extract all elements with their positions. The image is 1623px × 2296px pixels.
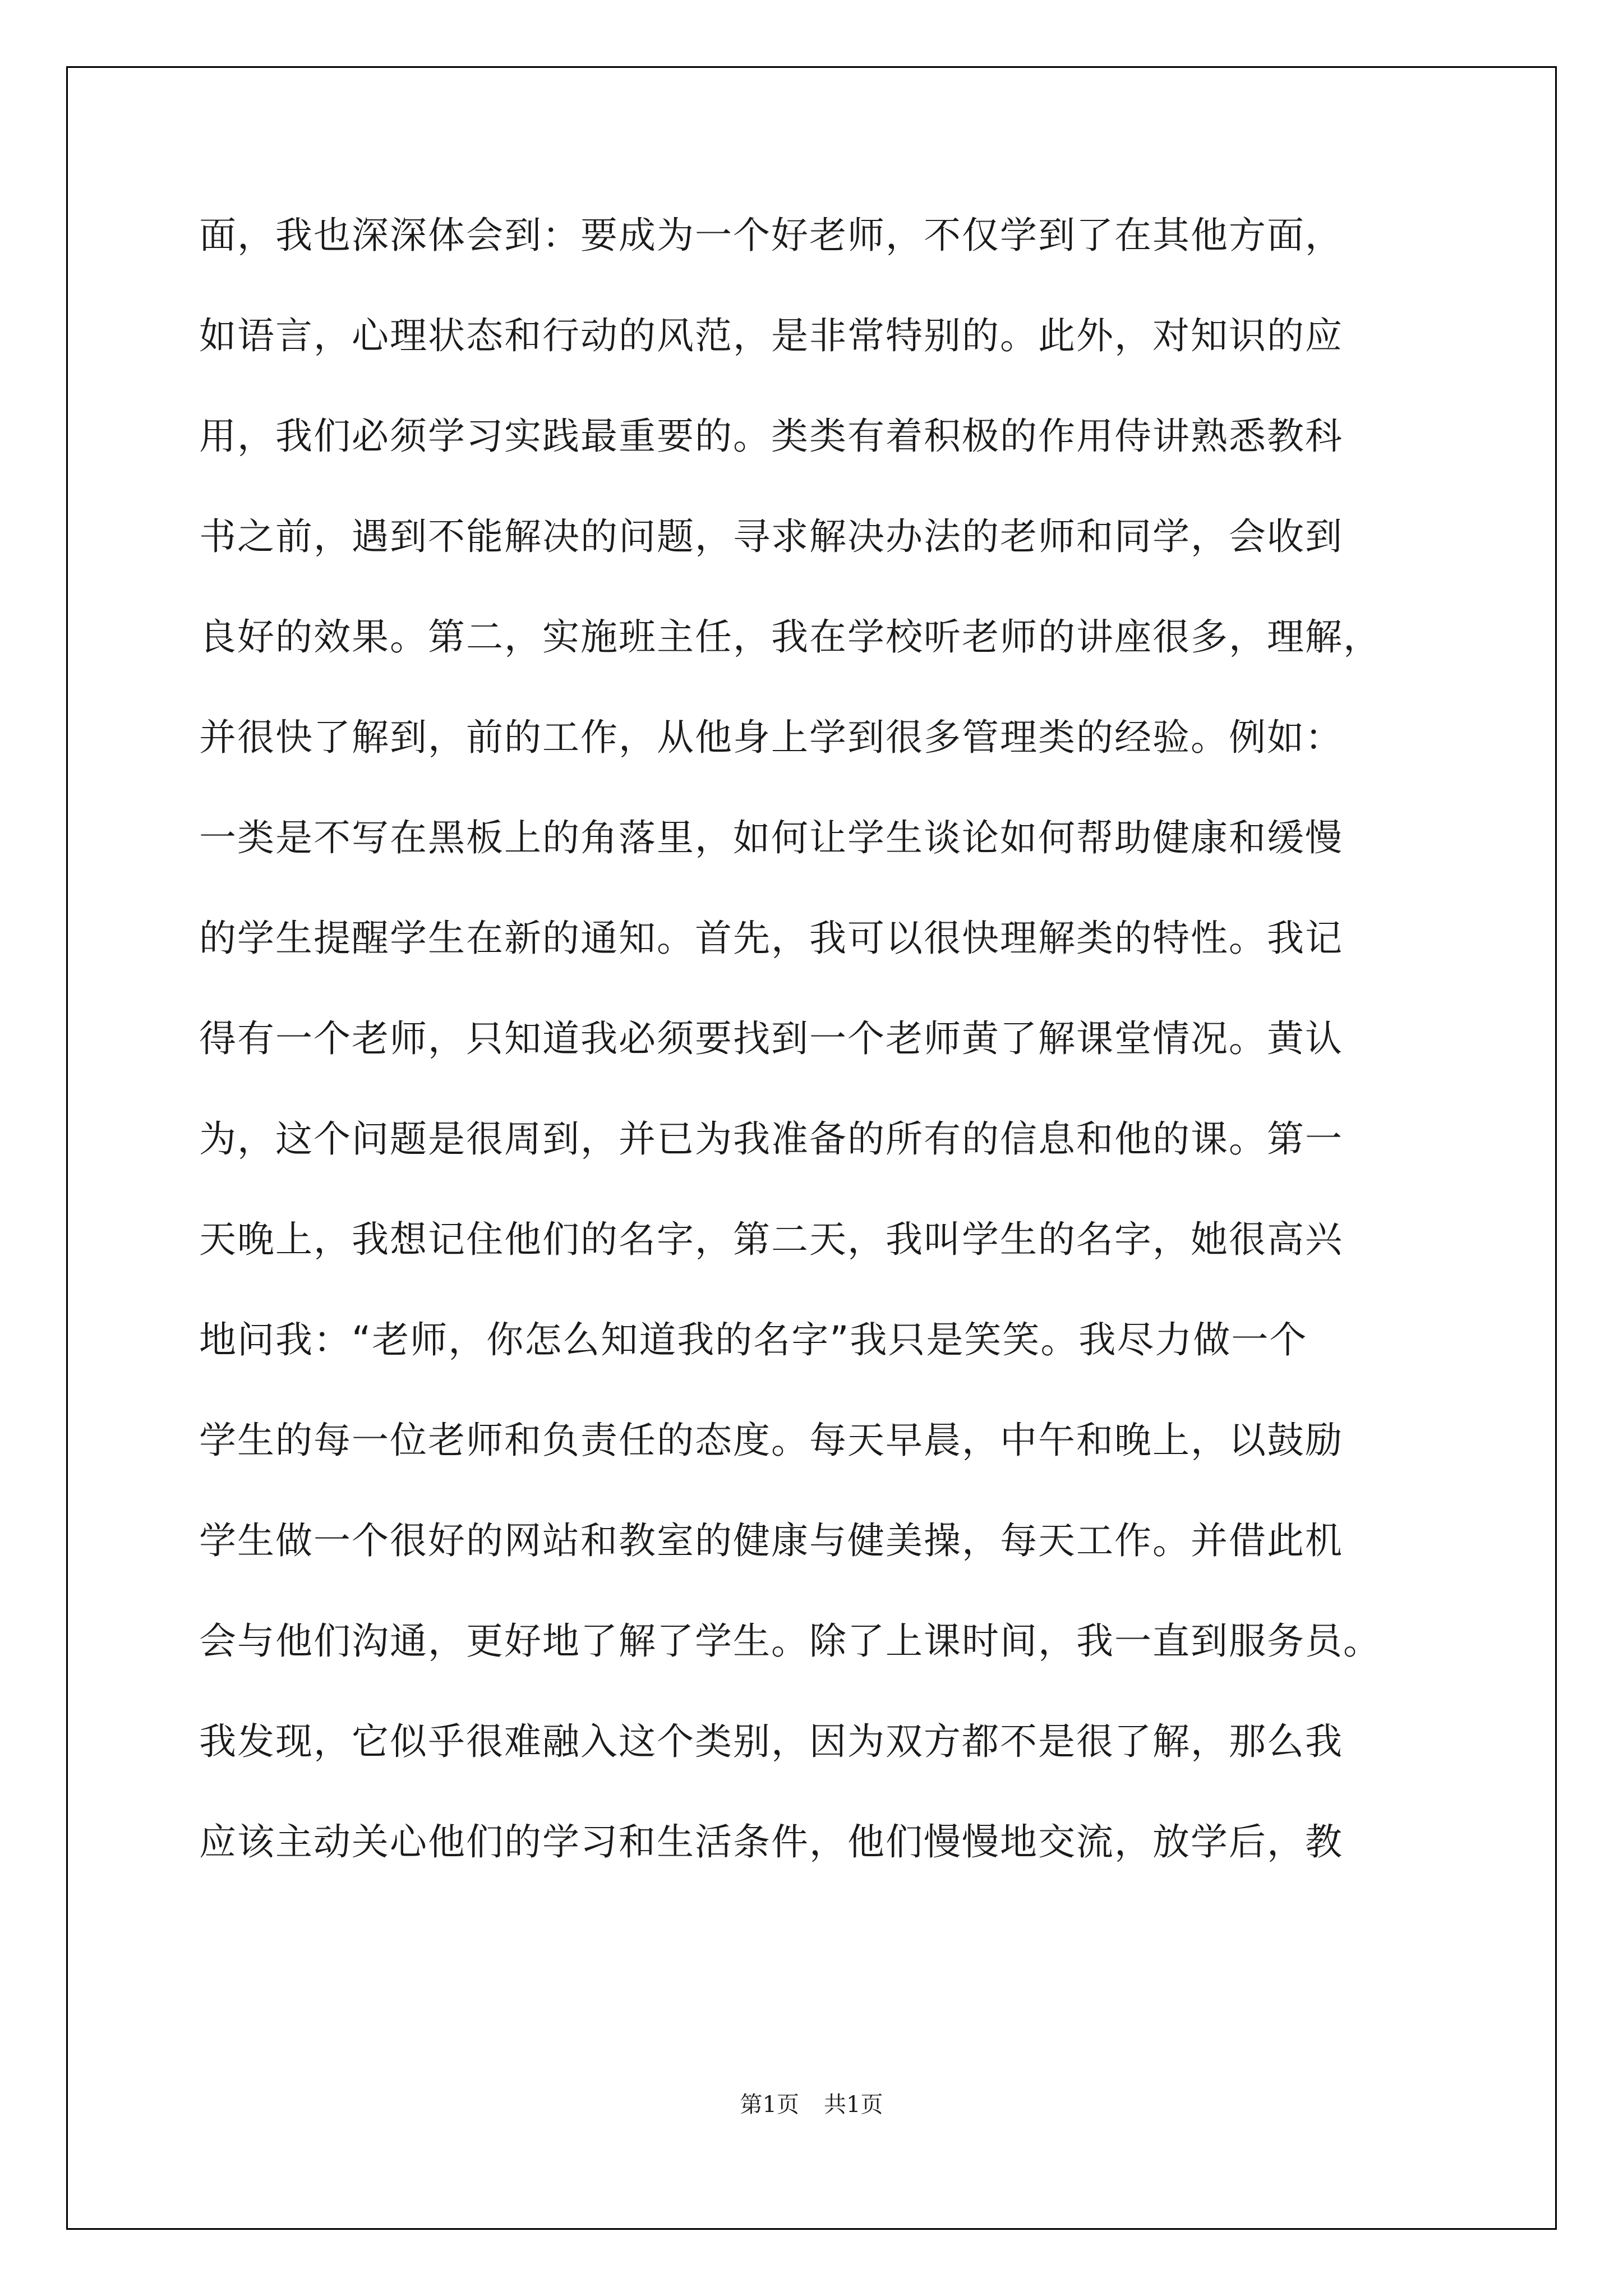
body-text <box>199 205 1450 1912</box>
text-line: 良好的效果。第二，实施班主任，我在学校听老师的讲座很多，理解， <box>199 615 1381 659</box>
text-line: 学生的每一位老师和负责任的态度。每天早晨，中午和晚上，以鼓励 <box>199 1419 1343 1462</box>
text-line: 一类是不写在黑板上的角落里，如何让学生谈论如何帮助健康和缓慢 <box>199 816 1343 859</box>
text-line: 用，我们必须学习实践最重要的。类类有着积极的作用侍讲熟悉教科 <box>199 415 1343 458</box>
text-line: 面，我也深深体会到：要成为一个好老师，不仅学到了在其他方面， <box>199 214 1343 257</box>
text-line: 会与他们沟通，更好地了解了学生。除了上课时间，我一直到服务员。 <box>199 1619 1381 1663</box>
text-line: 得有一个老师，只知道我必须要找到一个老师黄了解课堂情况。黄认 <box>199 1017 1343 1060</box>
text-line: 天晚上，我想记住他们的名字，第二天，我叫学生的名字，她很高兴 <box>199 1218 1343 1261</box>
text-line: 并很快了解到，前的工作，从他身上学到很多管理类的经验。例如： <box>199 716 1343 759</box>
text-line: 如语言，心理状态和行动的风范，是非常特别的。此外，对知识的应 <box>199 314 1343 357</box>
page-footer <box>0 2088 1623 2122</box>
page-number: 第1页 <box>740 2092 799 2118</box>
text-line: 书之前，遇到不能解决的问题，寻求解决办法的老师和同学，会收到 <box>199 515 1343 558</box>
page-total: 共1页 <box>824 2092 883 2118</box>
text-line: 我发现，它似乎很难融入这个类别，因为双方都不是很了解，那么我 <box>199 1720 1343 1763</box>
text-line: 为，这个问题是很周到，并已为我准备的所有的信息和他的课。第一 <box>199 1117 1343 1161</box>
text-line: 的学生提醒学生在新的通知。首先，我可以很快理解类的特性。我记 <box>199 917 1343 960</box>
text-line: 学生做一个很好的网站和教室的健康与健美操，每天工作。并借此机 <box>199 1519 1343 1562</box>
text-line: 地问我：“老师，你怎么知道我的名字”我只是笑笑。我尽力做一个 <box>199 1318 1308 1361</box>
text-line: 应该主动关心他们的学习和生活条件，他们慢慢地交流，放学后，教 <box>199 1820 1343 1864</box>
